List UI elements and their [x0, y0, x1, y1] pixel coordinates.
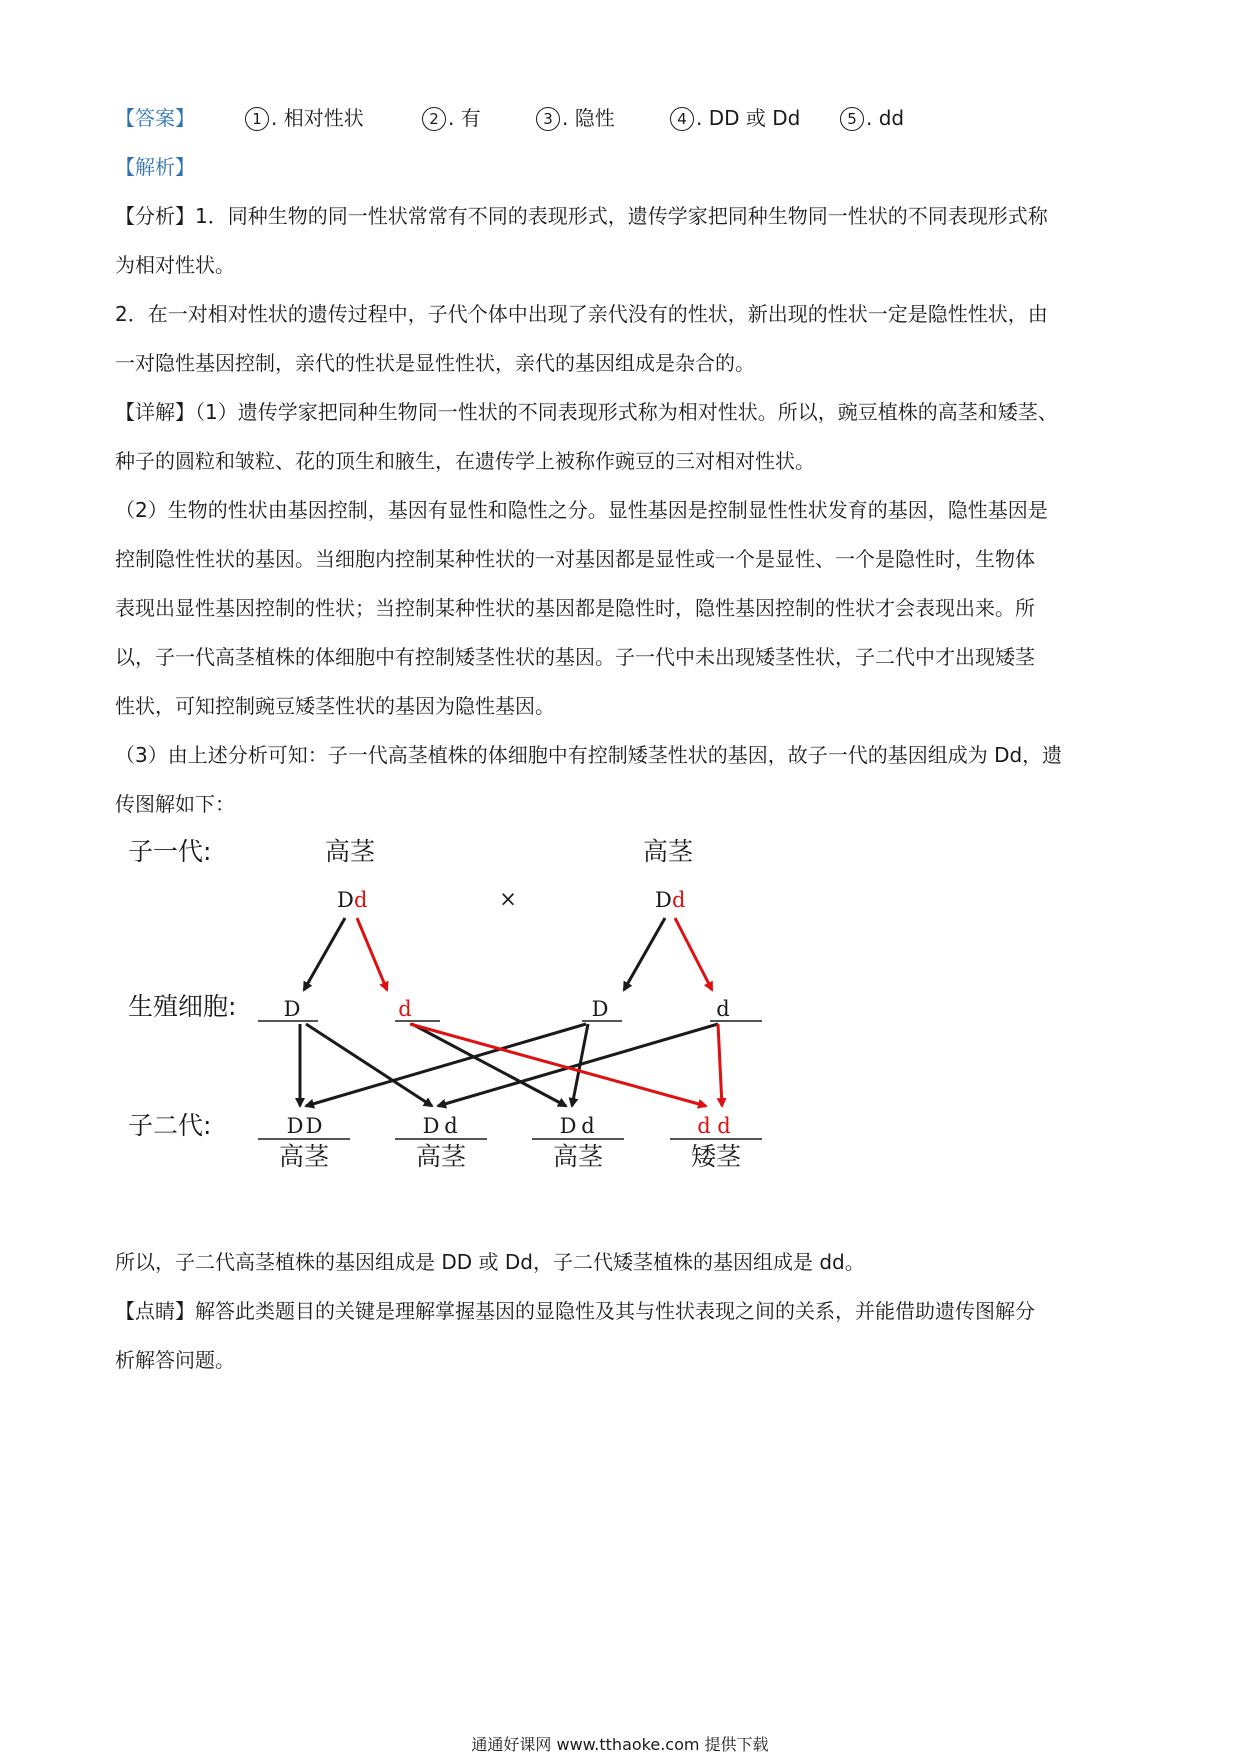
offspring-2-allele-1: D — [422, 1114, 440, 1138]
circled-number: 1 — [245, 107, 269, 131]
offspring-3-phenotype: 高茎 — [552, 1142, 604, 1171]
fenxi-line-4: 一对隐性基因控制，亲代的性状是显性性状，亲代的基因组成是杂合的。 — [115, 351, 755, 375]
offspring-2-allele-2: d — [444, 1114, 458, 1138]
parent-right-allele-d: d — [672, 888, 686, 912]
circled-number: 2 — [422, 107, 446, 131]
analysis-tag: 【解析】 — [115, 155, 195, 179]
arrow-parent-right-to-d — [675, 918, 712, 990]
answer-text: . 有 — [448, 106, 481, 130]
xiangjie-line-8: （3）由上述分析可知：子一代高茎植株的体细胞中有控制矮茎性状的基因，故子一代的基因组成为 Dd，遗 — [115, 743, 1063, 767]
circled-number: 5 — [840, 107, 864, 131]
gamete-left-d: d — [398, 997, 412, 1021]
row-label-f2: 子二代: — [128, 1111, 212, 1140]
dianjing-line-2: 析解答问题。 — [115, 1348, 235, 1372]
arrow-leftD-to-Dd1 — [306, 1024, 432, 1106]
fenxi-text: 1．同种生物的同一性状常常有不同的表现形式，遗传学家把同种生物同一性状的不同表现形式称 — [195, 204, 1048, 228]
cross-symbol: × — [499, 887, 517, 911]
arrow-leftd-to-dd — [410, 1024, 706, 1106]
answer-text: . dd — [866, 106, 905, 130]
xiangjie-line-5: 表现出显性基因控制的性状；当控制某种性状的基因都是隐性时，隐性基因控制的性状才会表现出来。所 — [115, 596, 1035, 620]
answer-text: . 相对性状 — [271, 106, 364, 130]
xiangjie-line-6: 以，子一代高茎植株的体细胞中有控制矮茎性状的基因。子一代中未出现矮茎性状，子二代中才出现矮茎 — [115, 645, 1035, 669]
gamete-right-d: d — [716, 997, 730, 1021]
arrow-parent-right-to-D — [624, 918, 665, 990]
dianjing-text: 解答此类题目的关键是理解掌握基因的显隐性及其与性状表现之间的关系，并能借助遗传图解分 — [195, 1299, 1035, 1323]
offspring-4-phenotype: 矮茎 — [690, 1142, 742, 1171]
arrow-parent-left-to-d — [357, 918, 387, 990]
offspring-3-allele-2: d — [581, 1114, 595, 1138]
answer-tag: 【答案】 — [115, 106, 195, 130]
answer-text: . DD 或 Dd — [696, 106, 801, 130]
row-label-f1: 子一代: — [128, 837, 212, 866]
fenxi-line-2: 为相对性状。 — [115, 253, 235, 277]
xiangjie-line-2: 种子的圆粒和皱粒、花的顶生和腋生，在遗传学上被称作豌豆的三对相对性状。 — [115, 449, 815, 473]
xiangjie-line-3: （2）生物的性状由基因控制，基因有显性和隐性之分。显性基因是控制显性性状发育的基因，隐性基因是 — [115, 498, 1048, 522]
offspring-4-allele-1: d — [697, 1114, 711, 1138]
xiangjie-line-9: 传图解如下： — [115, 792, 235, 816]
arrow-rightd-to-Dd1 — [438, 1024, 718, 1106]
offspring-1-allele-1: D — [286, 1114, 304, 1138]
page-footer: 通通好课网 www.tthaoke.com 提供下载 — [471, 1735, 769, 1754]
fenxi-line-3: 2．在一对相对性状的遗传过程中，子代个体中出现了亲代没有的性状，新出现的性状一定是隐性性状，由 — [115, 302, 1048, 326]
offspring-1-phenotype: 高茎 — [278, 1142, 330, 1171]
dianjing-line-1 — [115, 1297, 1035, 1325]
gamete-left-D: D — [283, 997, 301, 1021]
gamete-right-D: D — [591, 997, 609, 1021]
arrow-parent-left-to-D — [304, 918, 345, 990]
xiangjie-tag: 【详解】 — [115, 400, 195, 424]
circled-number: 4 — [670, 107, 694, 131]
offspring-3-allele-1: D — [559, 1114, 577, 1138]
parent-left-allele-D: D — [337, 888, 354, 912]
circled-number: 3 — [536, 107, 560, 131]
parent-right-phenotype: 高茎 — [642, 837, 694, 866]
offspring-1-allele-2: D — [305, 1114, 323, 1138]
conclusion-text: 所以，子二代高茎植株的基因组成是 DD 或 Dd，子二代矮茎植株的基因组成是 dd。 — [115, 1250, 865, 1274]
dianjing-tag: 【点睛】 — [115, 1299, 195, 1323]
parent-right-allele-D: D — [655, 888, 672, 912]
offspring-4-allele-2: d — [717, 1114, 731, 1138]
fenxi-tag: 【分析】 — [115, 204, 195, 228]
xiangjie-line-7: 性状，可知控制豌豆矮茎性状的基因为隐性基因。 — [115, 694, 555, 718]
parent-left-allele-d: d — [354, 888, 368, 912]
xiangjie-text: （1）遗传学家把同种生物同一性状的不同表现形式称为相对性状。所以，豌豆植株的高茎和矮茎、 — [195, 400, 1058, 424]
arrow-rightd-to-dd — [718, 1024, 722, 1106]
row-label-gamete: 生殖细胞: — [128, 992, 237, 1021]
answer-text: . 隐性 — [562, 106, 615, 130]
offspring-2-phenotype: 高茎 — [415, 1142, 467, 1171]
xiangjie-line-4: 控制隐性性状的基因。当细胞内控制某种性状的一对基因都是显性或一个是显性、一个是隐性时，生物体 — [115, 547, 1035, 571]
parent-left-phenotype: 高茎 — [324, 837, 376, 866]
